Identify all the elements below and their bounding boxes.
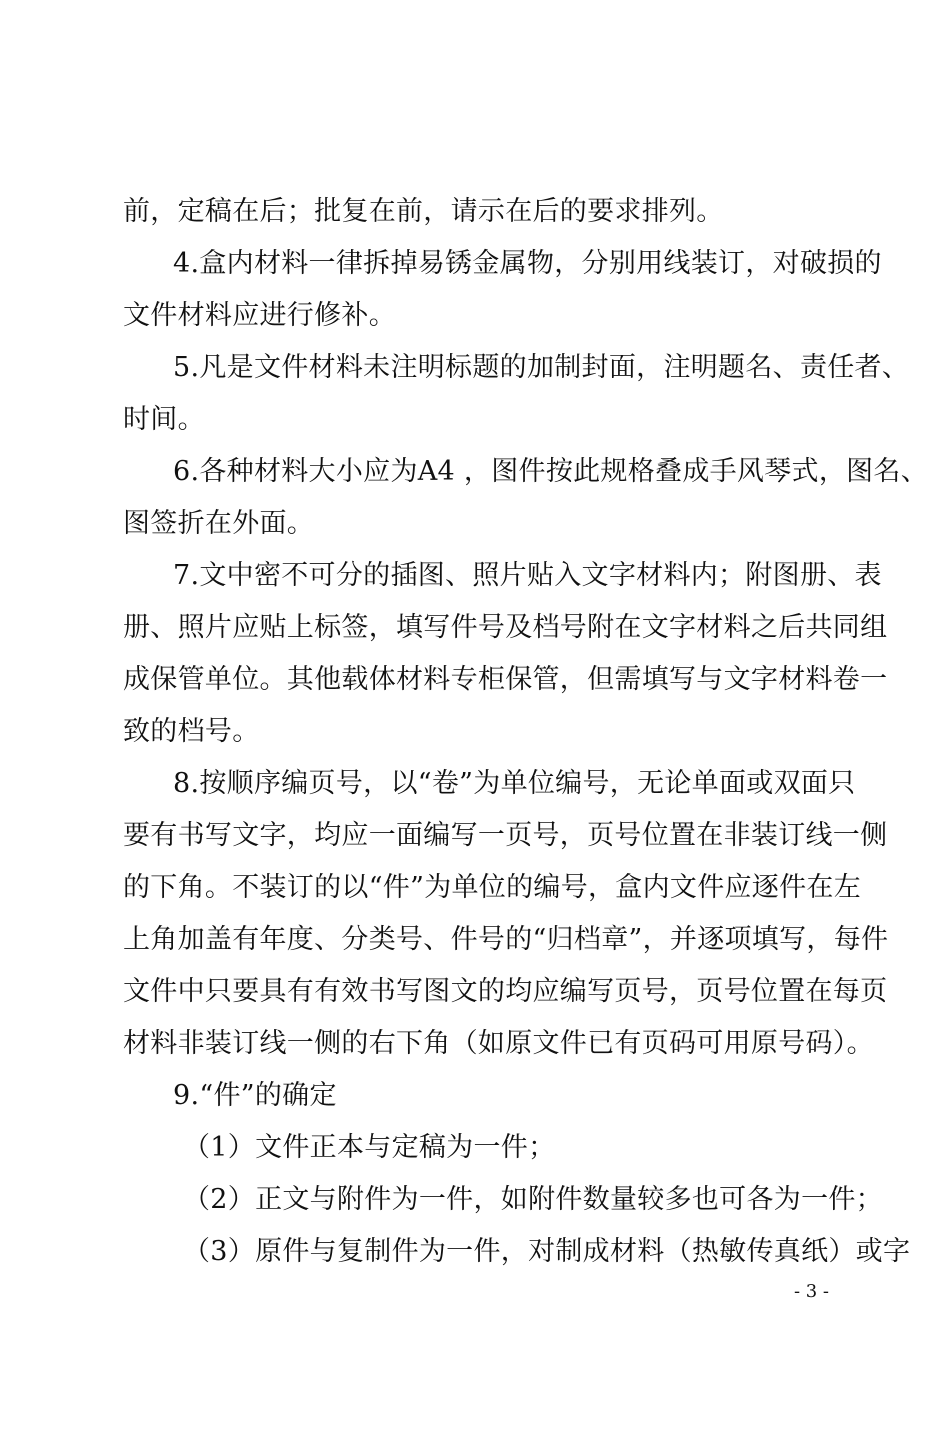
text-line: 册、照片应贴上标签，填写件号及档号附在文字材料之后共同组 [123, 612, 888, 643]
text-line: 成保管单位。其他载体材料专柜保管，但需填写与文字材料卷一 [123, 664, 888, 695]
text-line: 上角加盖有年度、分类号、件号的“归档章”，并逐项填写，每件 [123, 924, 889, 955]
text-line: 前，定稿在后；批复在前，请示在后的要求排列。 [123, 196, 724, 227]
text-line: （3）原件与复制件为一件，对制成材料（热敏传真纸）或字 [183, 1236, 911, 1267]
text-line: 的下角。不装订的以“件”为单位的编号，盒内文件应逐件在左 [123, 872, 862, 903]
text-line: 7.文中密不可分的插图、照片贴入文字材料内；附图册、表 [173, 560, 882, 591]
text-line: （2）正文与附件为一件，如附件数量较多也可各为一件； [183, 1184, 883, 1215]
text-line: 文件中只要具有有效书写图文的均应编写页号，页号位置在每页 [123, 976, 888, 1007]
text-line: 图签折在外面。 [123, 508, 315, 539]
text-line: 时间。 [123, 404, 205, 435]
text-line: 5.凡是文件材料未注明标题的加制封面，注明题名、责任者、 [173, 352, 910, 383]
text-line: （1）文件正本与定稿为一件； [183, 1132, 556, 1163]
text-line: 材料非装订线一侧的右下角（如原文件已有页码可用原号码）。 [123, 1028, 874, 1059]
text-line: 要有书写文字，均应一面编写一页号，页号位置在非装订线一侧 [123, 820, 888, 851]
text-line: 文件材料应进行修补。 [123, 300, 396, 331]
text-line: 6.各种材料大小应为A4 ，图件按此规格叠成手风琴式，图名、 [173, 456, 929, 487]
text-line: 4.盒内材料一律拆掉易锈金属物，分别用线装订，对破损的 [173, 248, 882, 279]
text-line: 致的档号。 [123, 716, 260, 747]
text-line: 9.“件”的确定 [173, 1080, 337, 1111]
text-line: 8.按顺序编页号，以“卷”为单位编号，无论单面或双面只 [173, 768, 856, 799]
page-number: - 3 - [793, 1281, 829, 1302]
